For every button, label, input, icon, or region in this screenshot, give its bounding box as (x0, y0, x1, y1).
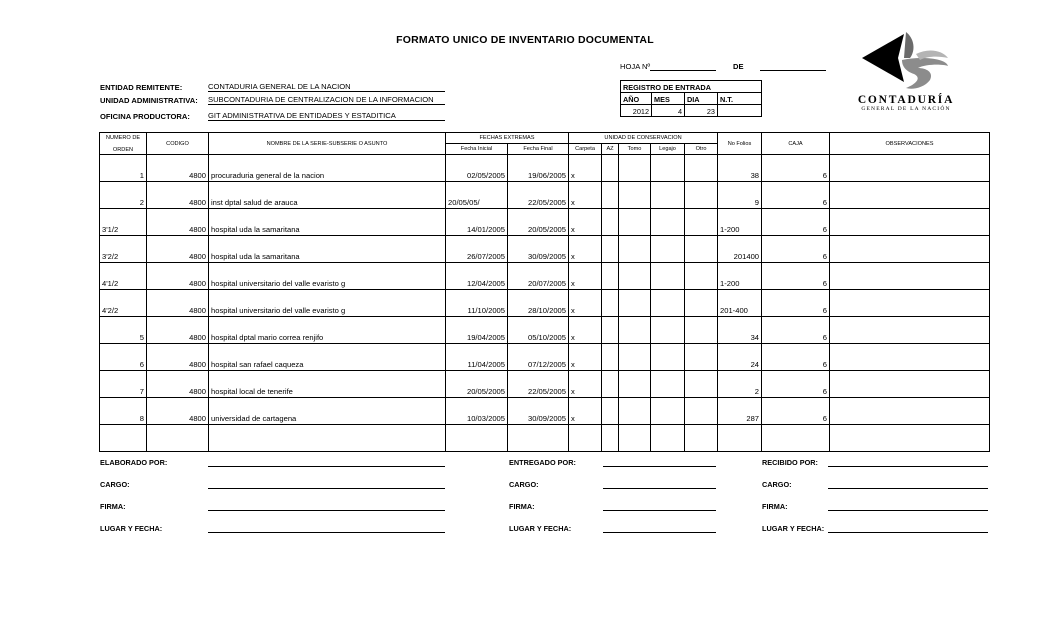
table-cell-fecha-inicial: 26/07/2005 (446, 236, 508, 263)
table-cell-tomo (619, 317, 651, 344)
inventory-table (99, 132, 990, 452)
table-cell-tomo (619, 182, 651, 209)
table-cell-observaciones (830, 425, 990, 452)
table-cell-caja: 6 (762, 398, 830, 425)
table-cell-folios: 201400 (718, 236, 762, 263)
unidad-value: SUBCONTADURIA DE CENTRALIZACION DE LA INFORMACION (208, 95, 445, 105)
firma-field-2[interactable] (603, 510, 716, 511)
table-cell-orden: 8 (100, 398, 147, 425)
lugar-field-3[interactable] (828, 532, 988, 533)
table-row (100, 155, 990, 182)
table-cell-az (602, 425, 619, 452)
table-cell-carpeta: x (569, 236, 602, 263)
table-cell-caja: 6 (762, 236, 830, 263)
table-cell-carpeta: x (569, 290, 602, 317)
table-cell-observaciones (830, 155, 990, 182)
col-folios: No Folios (718, 133, 762, 155)
table-cell-legajo (651, 398, 685, 425)
table-cell-otro (685, 155, 718, 182)
registro-entrada-box (620, 80, 762, 117)
table-cell-nombre: hospital local de tenerife (209, 371, 446, 398)
table-cell-otro (685, 236, 718, 263)
table-cell-folios: 201-400 (718, 290, 762, 317)
table-cell-fecha-inicial: 10/03/2005 (446, 398, 508, 425)
table-cell-carpeta: x (569, 398, 602, 425)
table-cell-codigo: 4800 (147, 236, 209, 263)
table-cell-observaciones (830, 182, 990, 209)
table-cell-codigo: 4800 (147, 209, 209, 236)
col-unidad-conservacion: UNIDAD DE CONSERVACION (569, 133, 718, 144)
table-cell-fecha-final: 07/12/2005 (508, 344, 569, 371)
registro-nt (718, 105, 762, 117)
lugar-label-1: LUGAR Y FECHA: (100, 524, 163, 533)
table-cell-orden: 5 (100, 317, 147, 344)
table-cell-observaciones (830, 344, 990, 371)
col-caja: CAJA (762, 133, 830, 155)
col-legajo: Legajo (651, 144, 685, 155)
table-cell-fecha-final (508, 425, 569, 452)
table-cell-carpeta: x (569, 182, 602, 209)
registro-col-dia: DIA (685, 93, 718, 105)
table-cell-carpeta: x (569, 317, 602, 344)
table-cell-observaciones (830, 398, 990, 425)
table-cell-tomo (619, 209, 651, 236)
table-cell-observaciones (830, 317, 990, 344)
logo-subtext: GENERAL DE LA NACIÓN (861, 106, 951, 112)
table-cell-orden: 6 (100, 344, 147, 371)
table-cell-otro (685, 371, 718, 398)
col-numero-line1: NUMERO DE (105, 134, 141, 141)
col-codigo: CODIGO (147, 133, 209, 155)
table-cell-folios: 1-200 (718, 263, 762, 290)
table-cell-folios: 9 (718, 182, 762, 209)
table-cell-caja: 6 (762, 263, 830, 290)
table-cell-legajo (651, 344, 685, 371)
table-cell-otro (685, 425, 718, 452)
table-cell-observaciones (830, 371, 990, 398)
table-cell-nombre: universidad de cartagena (209, 398, 446, 425)
table-cell-fecha-inicial: 02/05/2005 (446, 155, 508, 182)
table-cell-orden: 3'2/2 (100, 236, 147, 263)
table-cell-nombre: hospital universitario del valle evaristo g (209, 290, 446, 317)
table-cell-fecha-inicial: 14/01/2005 (446, 209, 508, 236)
cargo-field-1[interactable] (208, 488, 445, 489)
oficina-label: OFICINA PRODUCTORA: (100, 112, 190, 121)
table-cell-folios: 24 (718, 344, 762, 371)
de-label: DE (733, 62, 744, 71)
table-cell-fecha-inicial: 11/10/2005 (446, 290, 508, 317)
table-cell-caja: 6 (762, 371, 830, 398)
table-cell-folios (718, 425, 762, 452)
col-fechas-extremas: FECHAS EXTREMAS (446, 133, 569, 144)
table-cell-legajo (651, 371, 685, 398)
table-cell-fecha-final: 30/09/2005 (508, 398, 569, 425)
table-cell-caja: 6 (762, 182, 830, 209)
table-cell-caja: 6 (762, 209, 830, 236)
table-cell-legajo (651, 290, 685, 317)
table-cell-folios: 38 (718, 155, 762, 182)
oficina-value: GIT ADMINISTRATIVA DE ENTIDADES Y ESTADITICA (208, 111, 445, 121)
table-cell-fecha-inicial: 20/05/05/ (446, 182, 508, 209)
table-cell-codigo: 4800 (147, 263, 209, 290)
table-cell-legajo (651, 209, 685, 236)
registro-col-nt: N.T. (718, 93, 762, 105)
table-cell-az (602, 398, 619, 425)
table-cell-az (602, 371, 619, 398)
table-cell-caja: 6 (762, 317, 830, 344)
table-cell-tomo (619, 290, 651, 317)
registro-dia: 23 (685, 105, 718, 117)
elaborado-label: ELABORADO POR: (100, 458, 168, 467)
table-cell-nombre: procuraduria general de la nacion (209, 155, 446, 182)
table-cell-az (602, 263, 619, 290)
table-cell-tomo (619, 398, 651, 425)
table-cell-codigo: 4800 (147, 344, 209, 371)
table-cell-observaciones (830, 290, 990, 317)
table-cell-otro (685, 344, 718, 371)
table-row (100, 317, 990, 344)
table-cell-orden: 1 (100, 155, 147, 182)
table-cell-fecha-inicial (446, 425, 508, 452)
table-cell-otro (685, 209, 718, 236)
elaborado-field[interactable] (208, 466, 445, 467)
entregado-field[interactable] (603, 466, 716, 467)
table-cell-observaciones (830, 209, 990, 236)
table-cell-orden: 3'1/2 (100, 209, 147, 236)
table-row (100, 209, 990, 236)
table-cell-fecha-inicial: 11/04/2005 (446, 344, 508, 371)
page-title: FORMATO UNICO DE INVENTARIO DOCUMENTAL (396, 34, 654, 46)
table-cell-fecha-final: 22/05/2005 (508, 371, 569, 398)
hoja-label: HOJA Nº (620, 62, 651, 71)
col-tomo: Tomo (619, 144, 651, 155)
table-cell-otro (685, 398, 718, 425)
lugar-field-1[interactable] (208, 532, 445, 533)
cargo-label-2: CARGO: (509, 480, 539, 489)
table-cell-codigo: 4800 (147, 317, 209, 344)
registro-col-mes: MES (652, 93, 685, 105)
table-cell-carpeta: x (569, 209, 602, 236)
table-cell-codigo (147, 425, 209, 452)
table-cell-codigo: 4800 (147, 182, 209, 209)
table-cell-folios: 1-200 (718, 209, 762, 236)
table-row (100, 263, 990, 290)
table-cell-orden (100, 425, 147, 452)
table-cell-legajo (651, 182, 685, 209)
table-cell-nombre: hospital uda la samaritana (209, 209, 446, 236)
table-cell-caja: 6 (762, 344, 830, 371)
table-cell-legajo (651, 425, 685, 452)
table-cell-codigo: 4800 (147, 155, 209, 182)
table-cell-otro (685, 182, 718, 209)
table-cell-caja: 6 (762, 155, 830, 182)
firma-field-1[interactable] (208, 510, 445, 511)
table-cell-carpeta: x (569, 155, 602, 182)
table-cell-fecha-final: 30/09/2005 (508, 236, 569, 263)
table-cell-fecha-final: 19/06/2005 (508, 155, 569, 182)
recibido-label: RECIBIDO POR: (762, 458, 818, 467)
table-cell-nombre: hospital universitario del valle evaristo g (209, 263, 446, 290)
table-cell-observaciones (830, 263, 990, 290)
table-cell-orden: 2 (100, 182, 147, 209)
firma-label-2: FIRMA: (509, 502, 535, 511)
hoja-field[interactable] (650, 70, 716, 71)
table-cell-otro (685, 317, 718, 344)
table-cell-az (602, 236, 619, 263)
table-cell-az (602, 290, 619, 317)
unidad-label: UNIDAD ADMINISTRATIVA: (100, 96, 198, 105)
table-cell-folios: 287 (718, 398, 762, 425)
de-field[interactable] (760, 70, 826, 71)
table-row (100, 290, 990, 317)
table-cell-observaciones (830, 236, 990, 263)
table-cell-nombre: inst dptal salud de arauca (209, 182, 446, 209)
table-cell-tomo (619, 263, 651, 290)
table-cell-otro (685, 263, 718, 290)
col-otro: Otro (685, 144, 718, 155)
table-cell-fecha-inicial: 12/04/2005 (446, 263, 508, 290)
table-cell-fecha-final: 20/05/2005 (508, 209, 569, 236)
table-cell-orden: 4'1/2 (100, 263, 147, 290)
registro-ano: 2012 (621, 105, 652, 117)
cargo-field-3[interactable] (828, 488, 988, 489)
col-carpeta: Carpeta (569, 144, 602, 155)
firma-label-3: FIRMA: (762, 502, 788, 511)
cargo-field-2[interactable] (603, 488, 716, 489)
recibido-field[interactable] (828, 466, 988, 467)
table-cell-orden: 4'2/2 (100, 290, 147, 317)
firma-label-1: FIRMA: (100, 502, 126, 511)
table-cell-legajo (651, 317, 685, 344)
table-cell-codigo: 4800 (147, 371, 209, 398)
table-cell-folios: 34 (718, 317, 762, 344)
table-cell-tomo (619, 236, 651, 263)
table-cell-fecha-final: 20/07/2005 (508, 263, 569, 290)
table-cell-fecha-final: 28/10/2005 (508, 290, 569, 317)
table-cell-tomo (619, 344, 651, 371)
entidad-value: CONTADURIA GENERAL DE LA NACION (208, 82, 445, 92)
table-cell-codigo: 4800 (147, 398, 209, 425)
col-numero-line2: ORDEN (112, 146, 134, 153)
cargo-label-3: CARGO: (762, 480, 792, 489)
table-cell-nombre: hospital uda la samaritana (209, 236, 446, 263)
col-nombre: NOMBRE DE LA SERIE-SUBSERIE O ASUNTO (209, 133, 446, 155)
table-cell-folios: 2 (718, 371, 762, 398)
table-cell-az (602, 317, 619, 344)
table-cell-fecha-final: 05/10/2005 (508, 317, 569, 344)
entidad-label: ENTIDAD REMITENTE: (100, 83, 183, 92)
lugar-label-2: LUGAR Y FECHA: (509, 524, 572, 533)
lugar-field-2[interactable] (603, 532, 716, 533)
col-az: AZ (602, 144, 619, 155)
table-cell-legajo (651, 236, 685, 263)
table-cell-tomo (619, 425, 651, 452)
table-cell-orden: 7 (100, 371, 147, 398)
table-row (100, 398, 990, 425)
table-cell-nombre: hospital san rafael caqueza (209, 344, 446, 371)
table-row (100, 236, 990, 263)
col-fecha-final: Fecha Final (508, 144, 569, 155)
table-cell-tomo (619, 371, 651, 398)
table-cell-az (602, 344, 619, 371)
table-cell-tomo (619, 155, 651, 182)
table-row (100, 371, 990, 398)
registro-mes: 4 (652, 105, 685, 117)
firma-field-3[interactable] (828, 510, 988, 511)
table-cell-az (602, 155, 619, 182)
table-cell-legajo (651, 263, 685, 290)
table-cell-caja: 6 (762, 290, 830, 317)
entregado-label: ENTREGADO POR: (509, 458, 576, 467)
table-cell-nombre (209, 425, 446, 452)
logo-text: CONTADURÍA (857, 94, 955, 106)
table-cell-otro (685, 290, 718, 317)
table-cell-carpeta: x (569, 344, 602, 371)
table-cell-fecha-inicial: 20/05/2005 (446, 371, 508, 398)
registro-col-ano: AÑO (621, 93, 652, 105)
table-cell-caja (762, 425, 830, 452)
table-row (100, 182, 990, 209)
table-cell-legajo (651, 155, 685, 182)
cargo-label-1: CARGO: (100, 480, 130, 489)
table-cell-fecha-inicial: 19/04/2005 (446, 317, 508, 344)
table-cell-az (602, 182, 619, 209)
col-fecha-inicial: Fecha Inicial (446, 144, 508, 155)
col-observaciones: OBSERVACIONES (830, 133, 990, 155)
table-cell-az (602, 209, 619, 236)
table-row (100, 344, 990, 371)
col-numero-orden (100, 133, 147, 155)
table-cell-fecha-final: 22/05/2005 (508, 182, 569, 209)
table-cell-carpeta: x (569, 371, 602, 398)
table-cell-nombre: hospital dptal mario correa renjifo (209, 317, 446, 344)
lugar-label-3: LUGAR Y FECHA: (762, 524, 825, 533)
table-row (100, 425, 990, 452)
table-cell-codigo: 4800 (147, 290, 209, 317)
registro-title: REGISTRO DE ENTRADA (621, 81, 762, 93)
table-cell-carpeta: x (569, 263, 602, 290)
table-cell-carpeta (569, 425, 602, 452)
